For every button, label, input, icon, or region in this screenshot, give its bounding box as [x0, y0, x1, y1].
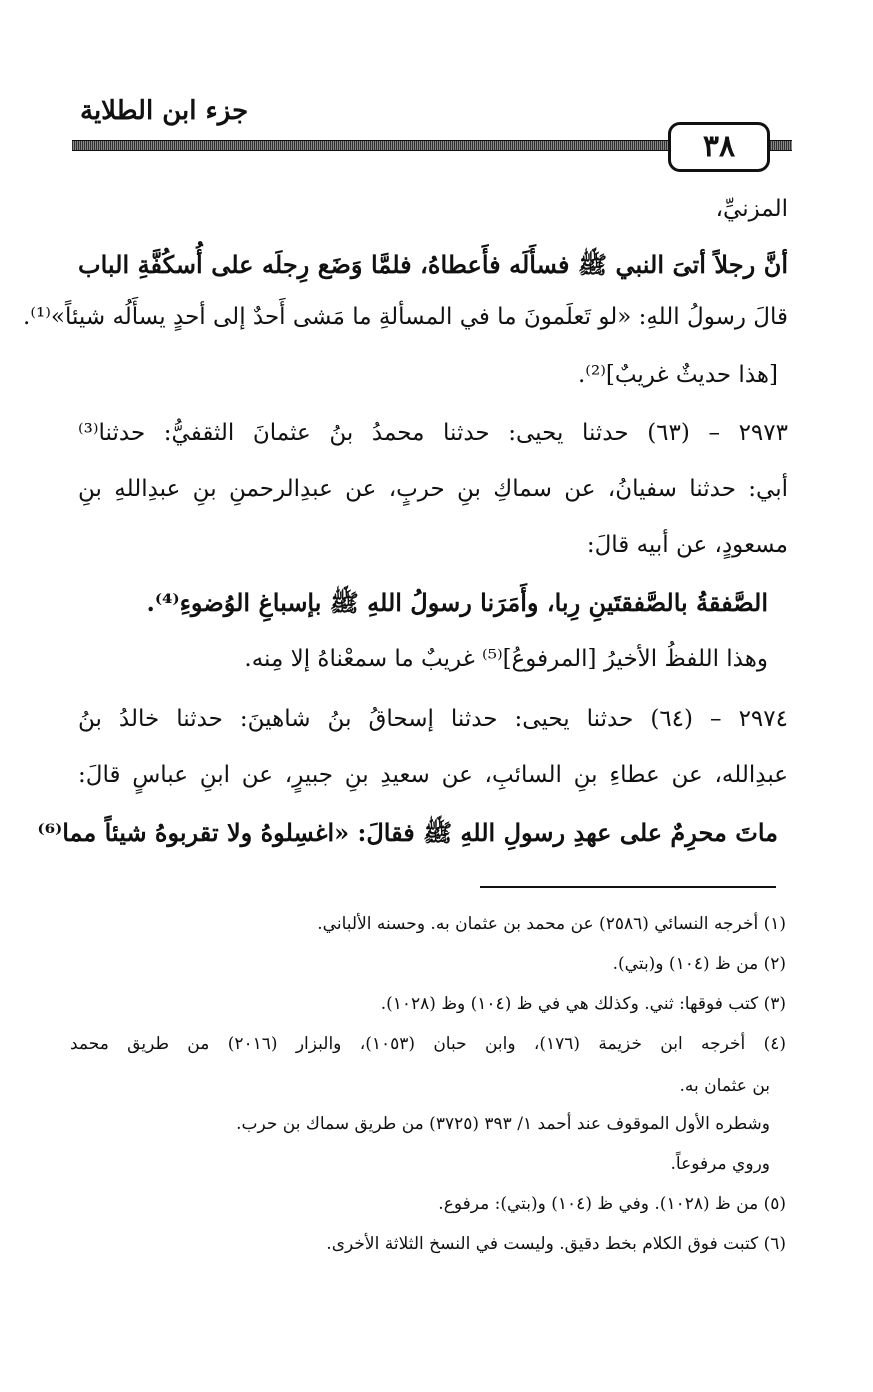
isnad-line-5: ٢٩٧٣ – (٦٣) حدثنا يحيى: حدثنا محمدُ بنُ عثمانَ الثقفيُّ: حدثنا⁽³⁾: [78, 420, 788, 446]
footnote-4-line-1: (٤) أخرجه ابن خزيمة (١٧٦)، وابن حبان (١٠٥٣)، والبزار (٢٠١٦) من طريق محمد: [70, 1034, 786, 1054]
isnad-line-6: أبي: حدثنا سفيانُ، عن سماكِ بنِ حربٍ، عن عبدِالرحمنِ بنِ عبدِاللهِ بنِ: [78, 476, 788, 502]
isnad-line-10: ٢٩٧٤ – (٦٤) حدثنا يحيى: حدثنا إسحاقُ بنُ شاهينَ: حدثنا خالدُ بنُ: [78, 706, 788, 732]
footnote-3: (٣) كتب فوقها: ثني. وكذلك هي في ظ (١٠٤) وظ (١٠٢٨).: [380, 994, 786, 1014]
footnote-5: (٥) من ظ (١٠٢٨). وفي ظ (١٠٤) و(بتي): مرفوع.: [438, 1194, 786, 1214]
page-number: ٣٨: [668, 122, 770, 172]
isnad-line-11: عبدِالله، عن عطاءِ بنِ السائبِ، عن سعيدِ بنِ جبيرٍ، عن ابنِ عباسٍ قالَ:: [78, 762, 788, 788]
page-header: [72, 96, 792, 166]
isnad-line-7: مسعودٍ، عن أبيه قالَ:: [586, 532, 788, 558]
header-rule-left: [72, 140, 672, 151]
body-line-4: [78, 362, 778, 388]
hadith-line-2: أنَّ رجلاً أتىَ النبي ﷺ فسأَلَه فأَعطاهُ، فلمَّا وَضَع رِجلَه على أُسكُفَّةِ الباب: [78, 250, 788, 279]
footnote-1: (١) أخرجه النسائي (٢٥٨٦) عن محمد بن عثمان به. وحسنه الألباني.: [317, 914, 786, 934]
grading-note: [هذا حديثٌ غريبٌ]⁽²⁾.: [578, 362, 778, 388]
footnote-2: (٢) من ظ (١٠٤) و(بتي).: [612, 954, 786, 974]
footnote-6: (٦) كتبت فوق الكلام بخط دقيق. وليست في النسخ الثلاثة الأخرى.: [326, 1234, 786, 1254]
footnote-4-line-2: بن عثمان به.: [679, 1076, 770, 1096]
body-line-9: وهذا اللفظُ الأخيرُ [المرفوعُ]⁽⁵⁾ غريبٌ ما سمعْناهُ إلا مِنه.: [244, 646, 768, 672]
hadith-line-12: ماتَ محرِمٌ على عهدِ رسولِ اللهِ ﷺ فقالَ: «اغسِلوهُ ولا تقربوهُ شيئاً مما⁽⁶⁾: [37, 818, 778, 847]
footnote-divider: [480, 886, 776, 888]
body-line-1: المزنيِّ،: [715, 196, 788, 222]
footnote-4-line-3: وشطره الأول الموقوف عند أحمد ١/ ٣٩٣ (٣٧٢٥) من طريق سماك بن حرب.: [236, 1114, 770, 1134]
body-line-3: قالَ رسولُ اللهِ: «لو تَعلَمونَ ما في المسألةِ ما مَشى أَحدٌ إلى أحدٍ يسأَلُه شيئاً»⁽¹⁾.: [23, 304, 788, 330]
hadith-line-8: الصَّفقةُ بالصَّفقتَينِ رِبا، وأَمَرَنا رسولُ اللهِ ﷺ بإسباغِ الوُضوءِ⁽⁴⁾.: [146, 588, 768, 617]
footnote-4-line-4: وروي مرفوعاً.: [670, 1154, 770, 1174]
book-title: جزء ابن الطلاية: [80, 96, 249, 126]
